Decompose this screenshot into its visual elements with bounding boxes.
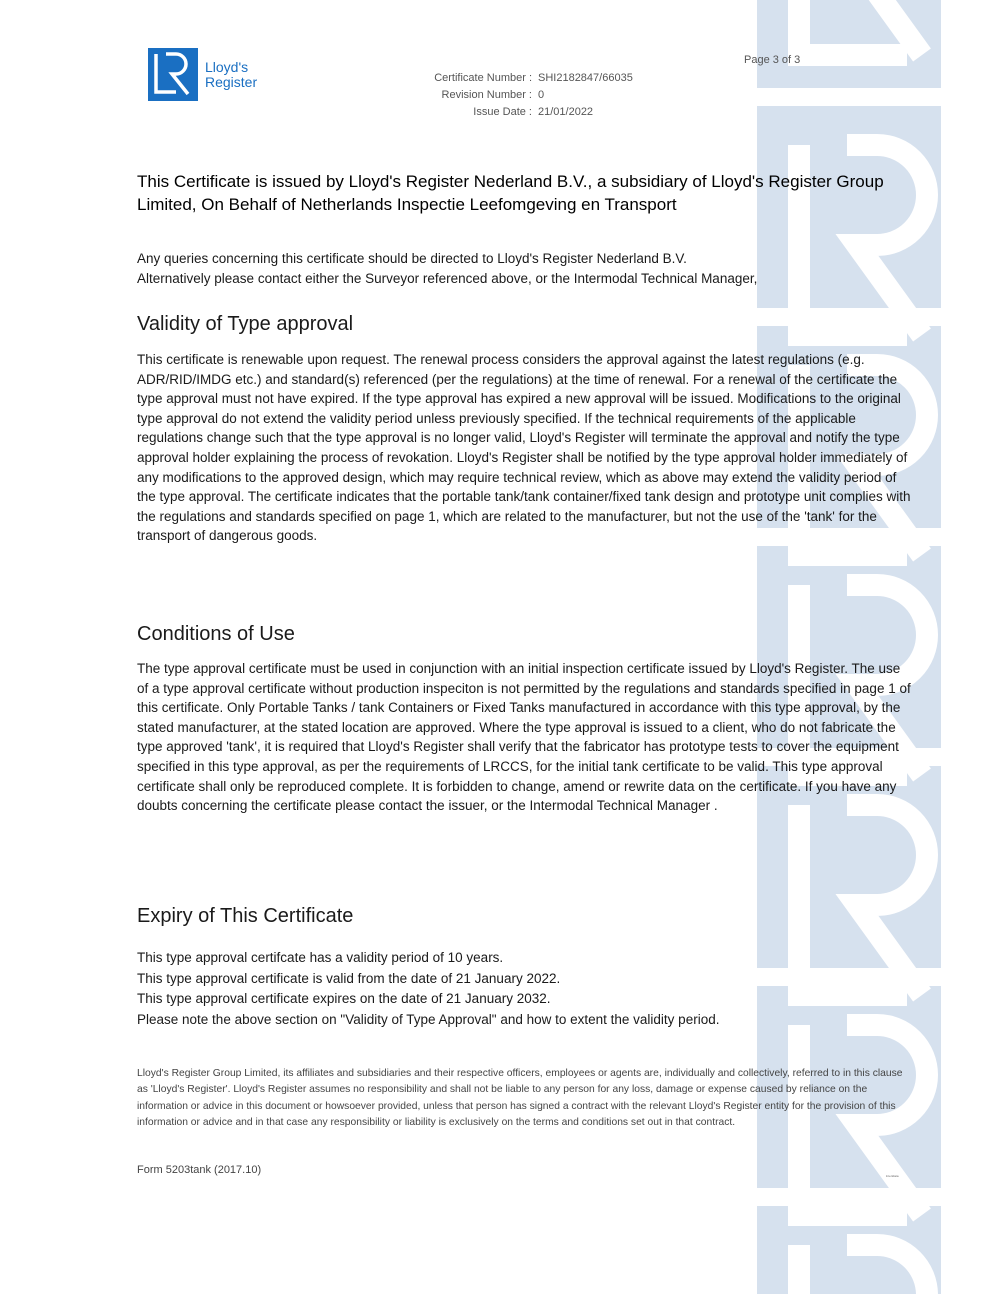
expiry-line: This type approval certificate is valid from the date of 21 January 2022. bbox=[137, 970, 561, 986]
tiny-footer-mark: lrcertdata bbox=[886, 1174, 899, 1178]
meta-label: Revision Number : bbox=[441, 88, 532, 101]
meta-row-certificate-number bbox=[380, 69, 633, 86]
conditions-paragraph: The type approval certificate must be used in conjunction with an initial inspection certificate issued by Lloyd's Register. The use of a type approval certificate without production inspeciton is not permitted by the regulations and standards specified in page 1 of this certificate. Only Portable Tanks / tank Containers or Fixed Tanks manufactured in accordance with this type approval, by the stated manufacturer, at the stated location are approved. Where the type approval is issued to a client, who do not fabricate the type approved 'tank', it is required that Lloyd's Register shall verify that the fabricator has prototype tests to cover the equipment specified in this type approval, as per the requirements of LRCCS, for the initial tank certificate to be valid. This type approval certificate shall only be reproduced complete. It is forbidden to change, amend or rewrite data on the certificate. If you have any doubts concerning the certificate please contact the issuer, or the Intermodal Technical Manager . bbox=[137, 661, 911, 814]
form-number: Form 5203tank (2017.10) bbox=[137, 1164, 262, 1176]
expiry-line: Please note the above section on "Validity of Type Approval" and how to extent the validity period. bbox=[137, 1011, 720, 1027]
lloyds-register-logo bbox=[148, 48, 257, 101]
validity-paragraph: This certificate is renewable upon request. The renewal process considers the approval against the latest regulations (e.g. ADR/RID/IMDG etc.) and standard(s) referenced (per the regulations) at the time of renewal. For a renewal of the certificate the type approval must not have expired. If the type approval has expired a new approval will be issued. Modifications to the original type approval do not extend the validity period unless previously specified. If the technical requirements of the applicable regulations change such that the type approval is no longer valid, Lloyd's Register will terminate the approval and notify the type approval holder explaining the process of revokation. Lloyd's Register shall be notified by the type approval holder immediately of any modifications to the approved design, which may require technical review, which as above may extend the validity period of the type approval. The certificate indicates that the portable tank/tank container/fixed tank design and prototype unit complies with the regulations and standards specified on page 1, which are related to the manufacturer, but not the use of the 'tank' for the transport of dangerous goods. bbox=[137, 352, 911, 544]
meta-value: 21/01/2022 bbox=[538, 105, 594, 118]
expiry-heading: Expiry of This Certificate bbox=[137, 905, 354, 927]
meta-row-issue-date bbox=[380, 103, 633, 120]
certificate-meta bbox=[380, 69, 633, 120]
lr-logo-icon bbox=[148, 48, 198, 101]
queries-line-1: Any queries concerning this certificate should be directed to Lloyd's Register Nederland B.V. bbox=[137, 251, 687, 266]
page-number: Page 3 of 3 bbox=[744, 54, 801, 66]
expiry-line: This type approval certifcate has a validity period of 10 years. bbox=[137, 950, 504, 965]
meta-value: 0 bbox=[538, 88, 545, 101]
logo-wordmark bbox=[205, 60, 257, 90]
expiry-line: This type approval certificate expires on the date of 21 January 2032. bbox=[137, 991, 551, 1006]
intro-statement: This Certificate is issued by Lloyd's Register Nederland B.V., a subsidiary of Lloyd's Register Group Limited, On Behalf of Netherlands Inspectie Leefomgeving en Transport bbox=[137, 172, 884, 214]
meta-value: SHI2182847/66035 bbox=[538, 71, 633, 84]
validity-heading: Validity of Type approval bbox=[137, 313, 354, 335]
meta-row-revision-number bbox=[380, 86, 633, 103]
meta-label: Issue Date : bbox=[473, 105, 532, 118]
meta-label: Certificate Number : bbox=[434, 71, 532, 84]
expiry-lines bbox=[137, 948, 719, 1030]
logo-line-2: Register bbox=[205, 73, 258, 90]
conditions-heading: Conditions of Use bbox=[137, 623, 295, 645]
queries-block bbox=[137, 249, 757, 289]
disclaimer-text: Lloyd's Register Group Limited, its affiliates and subsidiaries and their respective officers, employees or agents are, individually and collectively, referred to in this clause as 'Lloyd's Register'. Lloyd's Register assumes no responsibility and shall not be liable to any person for any loss, damage or expense caused by reliance on the information or advice in this document or howsoever provided, unless that person has signed a contract with the relevant Lloyd's Register entity for the provision of this information or advice and in that case any responsibility or liability is exclusively on the terms and conditions set out in that contract. bbox=[137, 1068, 903, 1128]
queries-line-2: Alternatively please contact either the Surveyor referenced above, or the Intermodal Technical Manager, bbox=[137, 271, 758, 286]
logo-line-1: Lloyd's bbox=[205, 58, 249, 75]
